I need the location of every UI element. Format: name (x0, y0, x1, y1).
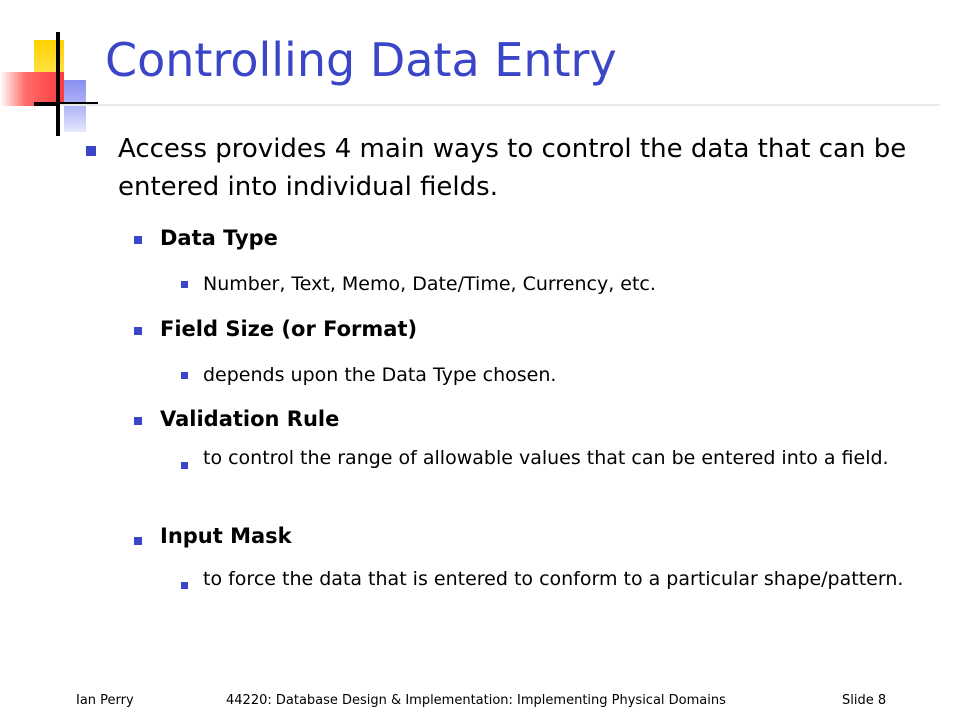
item-heading-field-size: Field Size (or Format) (160, 317, 418, 341)
title-underline (60, 104, 940, 106)
bullet-square-icon (134, 537, 142, 545)
item-heading-input-mask: Input Mask (160, 524, 292, 548)
footer-course: 44220: Database Design & Implementation: Implementing Physical Domains (226, 693, 726, 708)
intro-bullet: Access provides 4 main ways to control the data that can be entered into individual fields. (118, 134, 907, 202)
decor-blue-block (64, 80, 86, 132)
bullet-square-icon (181, 582, 188, 589)
decor-red-block (0, 72, 64, 106)
footer-author: Ian Perry (76, 693, 134, 708)
item-detail-data-type: Number, Text, Memo, Date/Time, Currency, etc. (203, 273, 656, 295)
item-detail-validation-rule: to control the range of allowable values that can be entered into a field. (203, 447, 889, 469)
item-detail-input-mask: to force the data that is entered to conform to a particular shape/pattern. (203, 568, 904, 590)
bullet-square-icon (86, 146, 96, 156)
bullet-square-icon (181, 462, 188, 469)
footer-slide-number: Slide 8 (842, 693, 887, 708)
decor-vertical-line (56, 32, 60, 136)
bullet-square-icon (134, 417, 142, 425)
slide-title: Controlling Data Entry (105, 33, 617, 87)
bullet-square-icon (134, 327, 142, 335)
item-heading-validation-rule: Validation Rule (160, 407, 340, 431)
item-heading-data-type: Data Type (160, 226, 278, 250)
item-detail-field-size: depends upon the Data Type chosen. (203, 364, 557, 386)
bullet-square-icon (134, 236, 142, 244)
bullet-square-icon (181, 281, 188, 288)
bullet-square-icon (181, 372, 188, 379)
